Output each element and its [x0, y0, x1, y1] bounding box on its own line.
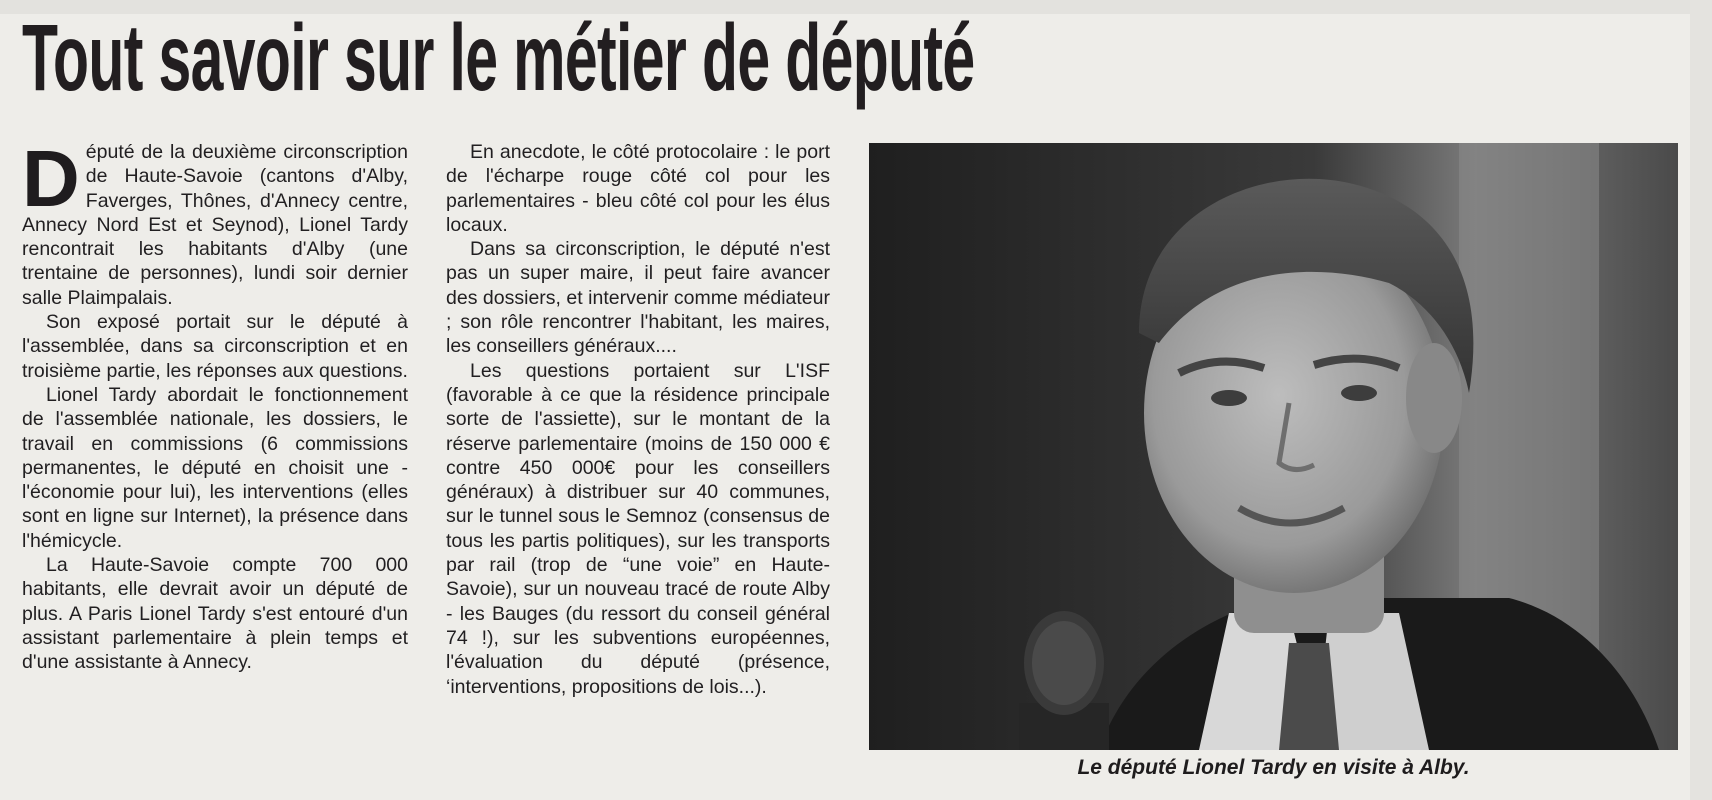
paragraph: Dans sa circonscription, le député n'est pas un super maire, il peut faire avancer des dossiers, et intervenir comme médiateur ; son rôle rencontrer l'habitant, les maires, les conseillers généraux....	[446, 238, 830, 358]
paragraph: En anecdote, le côté protocolaire : le port de l'écharpe rouge côté col pour les parlementaires - bleu côté col pour les élus locaux.	[446, 141, 830, 236]
deputy-photo	[869, 143, 1678, 750]
article-column-2	[446, 140, 830, 699]
portrait-illustration	[869, 143, 1678, 750]
paragraph: Lionel Tardy abordait le fonctionnement de l'assemblée nationale, les dossiers, le travail en commissions (6 commissions permanentes, le député en choisit une - l'économie pour lui), les interventions (elles sont en ligne sur Internet), la présence dans l'hémicycle.	[22, 383, 408, 552]
photo-caption: Le député Lionel Tardy en visite à Alby.	[1077, 756, 1470, 779]
bleed-through-right	[1690, 0, 1712, 800]
headline: Tout savoir sur le métier de député	[22, 5, 975, 111]
paragraph: La Haute-Savoie compte 700 000 habitants, elle devrait avoir un député de plus. A Paris Lionel Tardy s'est entouré d'un assistant parlementaire à plein temps et d'une assistante à Annecy.	[22, 554, 408, 674]
drop-cap: D	[22, 134, 80, 223]
paragraph: éputé de la deuxième circonscription de Haute-Savoie (cantons d'Alby, Faverges, Thônes, d'Annecy centre, Annecy Nord Est et Seynod), Lionel Tardy rencontrait les habitants d'Alby (une trentaine de personnes), lundi soir dernier salle Plaimpalais.	[22, 141, 408, 309]
article-column-1	[22, 134, 408, 675]
paragraph: Son exposé portait sur le député à l'assemblée, dans sa circonscription et en troisième partie, les réponses aux questions.	[22, 311, 408, 382]
paragraph: Les questions portaient sur L'ISF (favorable à ce que la résidence principale sorte de l'assiette), sur le montant de la réserve parlementaire (moins de 150 000 € contre 450 000€ pour les conseillers généraux) à distribuer sur 40 communes, sur le tunnel sous le Semnoz (consensus de tous les partis politiques), sur les transports par rail (trop de “une voie” en Haute-Savoie), sur un nouveau tracé de route Alby - les Bauges (du ressort du conseil général 74 !), sur les subventions européennes, l'évaluation du député (présence, ‘interventions, propositions de lois...).	[446, 359, 830, 698]
